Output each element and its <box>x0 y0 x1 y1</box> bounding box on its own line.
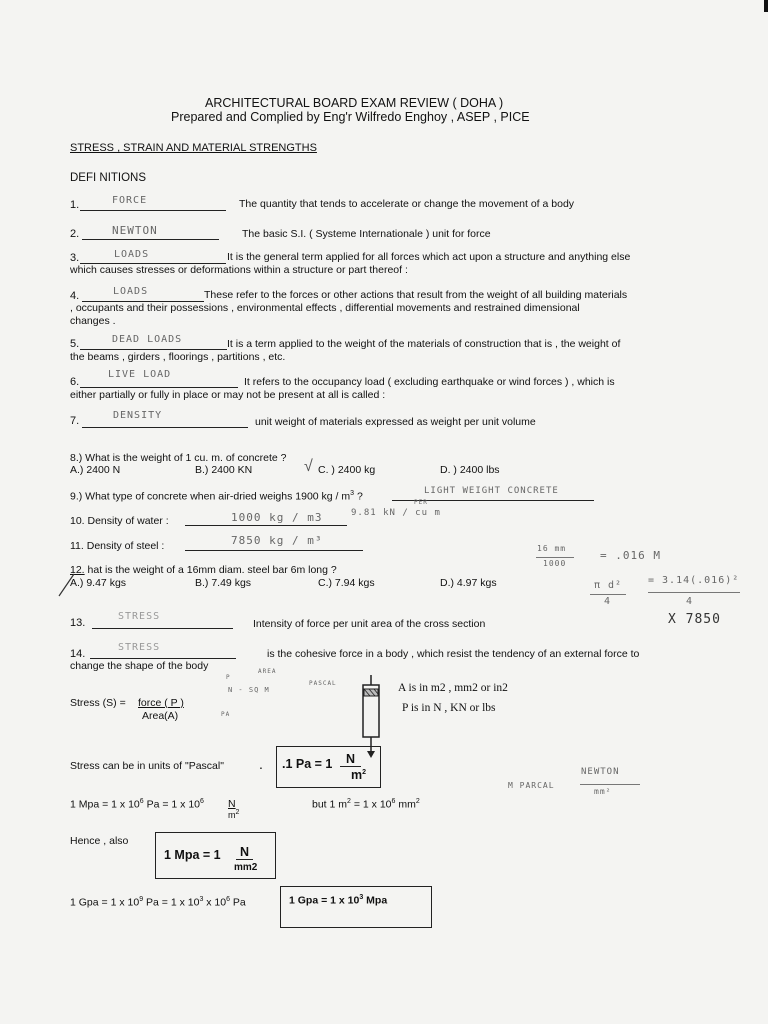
q12-option-b: B.) 7.49 kgs <box>195 577 252 589</box>
stress-note-area: AREA <box>258 668 277 675</box>
def-2-answer: NEWTON <box>112 224 158 237</box>
document-subtitle: Prepared and Complied by Eng'r Wilfredo Enghoy , ASEP , PICE <box>171 110 530 124</box>
def-3-text-line2: which causes stresses or deformations within a structure or part thereof : <box>70 264 408 276</box>
q10-blank <box>185 525 347 526</box>
def-7-blank <box>82 427 248 428</box>
def-7-answer: DENSITY <box>113 410 163 421</box>
margin-note-calc: = 3.14(.016)² <box>648 575 740 586</box>
diagram-note-area-units: A is in m2 , mm2 or in2 <box>398 682 508 694</box>
def-6-text: It refers to the occupancy load ( excluding earthquake or wind forces ) , which is <box>244 376 615 388</box>
q12-option-c: C.) 7.94 kgs <box>318 577 375 589</box>
q14-text-line2: change the shape of the body <box>70 660 209 672</box>
pascal-dot: . <box>259 756 263 772</box>
q8-question: 8.) What is the weight of 1 cu. m. of concrete ? <box>70 452 287 464</box>
stress-note-n-sqm: N - SQ M <box>228 686 270 694</box>
def-5-blank <box>80 349 227 350</box>
q8-option-c: C. ) 2400 kg <box>318 464 376 476</box>
def-4-text-line2: , occupants and their possessions , environmental effects , differential movements and restrained dimensional <box>70 302 580 314</box>
margin-note-4a: 4 <box>604 596 612 607</box>
q12-question: 12. hat is the weight of a 16mm diam. steel bar 6m long ? <box>70 564 337 576</box>
q14-text: is the cohesive force in a body , which resist the tendency of an external force to <box>267 648 640 660</box>
stress-note-pa: PA <box>221 711 231 718</box>
def-4-answer: LOADS <box>113 286 149 297</box>
q8-option-b: B.) 2400 KN <box>195 464 253 476</box>
q8-option-d: D. ) 2400 lbs <box>440 464 500 476</box>
def-6-number: 6. <box>70 376 80 388</box>
stress-formula-denominator: Area(A) <box>142 710 179 722</box>
def-6-answer: LIVE LOAD <box>108 369 172 380</box>
mpa-fraction-numerator: N <box>228 798 236 810</box>
q13-blank <box>92 628 233 629</box>
q14-blank <box>90 658 236 659</box>
q13-number: 13. <box>70 617 86 629</box>
margin-note-4b: 4 <box>686 596 694 607</box>
q14-number: 14. <box>70 648 86 660</box>
def-7-text: unit weight of materials expressed as weight per unit volume <box>255 416 536 428</box>
q9-question: 9.) What type of concrete when air-dried weighs 1900 kg / $m^3$ ? <box>70 490 363 503</box>
margin-frac-line-2 <box>590 594 626 595</box>
pascal-text: Stress can be in units of "Pascal" <box>70 760 224 772</box>
def-2-blank <box>82 239 219 240</box>
q10-label: 10. Density of water : <box>70 515 169 527</box>
section-title: STRESS , STRAIN AND MATERIAL STRENGTHS <box>70 142 317 154</box>
margin-note-1000: 1000 <box>543 559 567 568</box>
def-6-blank <box>80 387 238 388</box>
mpa-fraction-denominator: $m^2$ <box>228 809 240 820</box>
mpa-box-lhs: 1 Mpa = 1 <box>164 848 221 862</box>
pascal-box-lhs: .1 Pa = 1 <box>282 757 333 771</box>
def-1-text: The quantity that tends to accelerate or change the movement of a body <box>239 198 575 210</box>
mpa-conversion: 1 Mpa = 1 x $10^6$ Pa = 1 x $10^6$ <box>70 798 204 811</box>
margin-note-mpascal: M PARCAL <box>508 781 555 790</box>
def-3-text: It is the general term applied for all forces which act upon a structure and anything else <box>227 251 631 263</box>
pascal-box-denominator: $m^2$ <box>351 768 367 782</box>
def-5-number: 5. <box>70 338 80 350</box>
stress-formula: Stress (S) = <box>70 697 126 709</box>
margin-note-newton: NEWTON <box>581 767 620 777</box>
q8-check-mark: √ <box>304 458 313 475</box>
mpa-box-numerator: N <box>236 845 253 860</box>
def-3-number: 3. <box>70 252 80 264</box>
def-4-number: 4. <box>70 290 80 302</box>
q10-answer: 1000 kg / m3 <box>231 511 323 524</box>
gpa-definition-box <box>280 886 432 928</box>
def-7-number: 7. <box>70 415 80 427</box>
gpa-conversion: 1 Gpa = 1 x $10^9$ Pa = 1 x $10^3$ x $10^6$ Pa <box>70 896 246 909</box>
margin-note-mm2: mm² <box>594 787 612 796</box>
q13-answer: STRESS <box>118 611 161 622</box>
margin-note-pi-d2: π d² <box>594 580 623 591</box>
def-2-text: The basic S.I. ( Systeme Internationale ) unit for force <box>242 228 491 240</box>
q9-answer: LIGHT WEIGHT CONCRETE <box>424 486 559 496</box>
q10-note: PER <box>414 499 428 506</box>
q12-strike-mark <box>56 572 78 598</box>
def-1-answer: FORCE <box>112 195 148 206</box>
q13-text: Intensity of force per unit area of the cross section <box>253 618 486 630</box>
q14-answer: STRESS <box>118 642 161 653</box>
stress-note-pascal: PASCAL <box>309 680 337 687</box>
def-5-text: It is a term applied to the weight of the materials of construction that is , the weight of <box>227 338 621 350</box>
def-1-number: 1. <box>70 199 80 211</box>
pascal-box-numerator: N <box>340 752 361 767</box>
mpa-box-denominator: mm2 <box>234 862 258 873</box>
q11-label: 11. Density of steel : <box>70 540 165 552</box>
diagram-note-force-units: P is in N , KN or lbs <box>402 702 496 714</box>
q8-option-a: A.) 2400 N <box>70 464 121 476</box>
def-5-answer: DEAD LOADS <box>112 334 183 345</box>
q11-blank <box>185 550 363 551</box>
def-4-text: These refer to the forces or other actions that result from the weight of all building materials <box>204 289 628 301</box>
q10-answer-alt: 9.81 kN / cu m <box>351 508 441 518</box>
definitions-heading: DEFI NITIONS <box>70 172 147 184</box>
def-4-text-line3: changes . <box>70 315 116 327</box>
margin-note-16mm: 16 mm <box>537 544 567 553</box>
scan-edge-mark <box>764 0 768 12</box>
margin-note-times-7850: X 7850 <box>668 612 721 627</box>
document-title: ARCHITECTURAL BOARD EXAM REVIEW ( DOHA ) <box>205 96 504 110</box>
margin-note-result: = .016 M <box>600 549 661 562</box>
def-5-text-line2: the beams , girders , floorings , partitions , etc. <box>70 351 286 363</box>
hence-text: Hence , also <box>70 835 129 847</box>
q11-answer: 7850 kg / m³ <box>231 534 323 547</box>
def-3-answer: LOADS <box>114 249 150 260</box>
gpa-box-text: 1 Gpa = 1 x $10^3$ Mpa <box>289 894 388 907</box>
margin-frac-line-4 <box>580 784 640 785</box>
def-1-blank <box>80 210 226 211</box>
margin-frac-line-3 <box>648 592 740 593</box>
square-meter-conversion: but 1 $m^2 = 1$ x $10^6$ $mm^2$ <box>312 798 420 811</box>
margin-frac-line-1 <box>536 557 574 558</box>
stress-formula-numerator: force ( P ) <box>138 697 184 709</box>
stress-note-p: P <box>226 674 231 681</box>
def-6-text-line2: either partially or fully in place or may not be present at all is called : <box>70 389 386 401</box>
q12-option-d: D.) 4.97 kgs <box>440 577 497 589</box>
q12-option-a: A.) 9.47 kgs <box>70 577 127 589</box>
def-2-number: 2. <box>70 228 80 240</box>
